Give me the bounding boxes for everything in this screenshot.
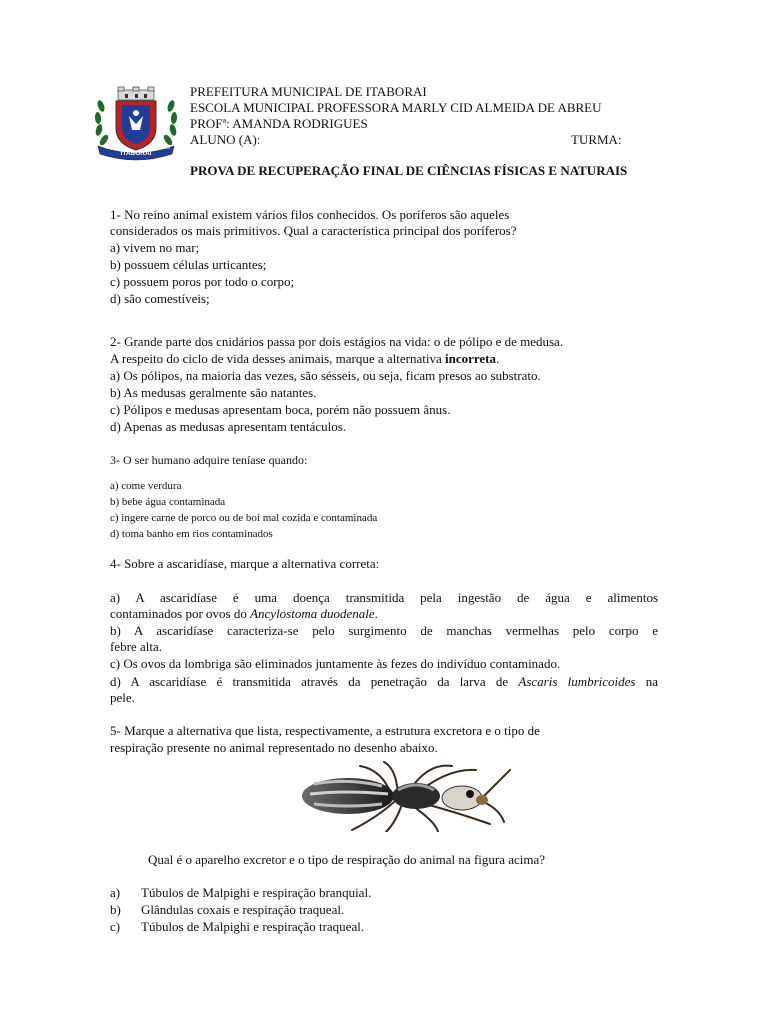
crest-top-text: VIDA bbox=[105, 145, 116, 150]
q4-option-a-line-2 bbox=[110, 606, 378, 622]
q1-option-a: a) vivem no mar; bbox=[110, 240, 200, 255]
exam-title: PROVA DE RECUPERAÇÃO FINAL DE CIÊNCIAS FÍSICAS E NATURAIS bbox=[190, 163, 628, 178]
q4-stem: 4- Sobre a ascaridíase, marque a alternativa correta: bbox=[110, 556, 380, 571]
q5-option-c-label: c) bbox=[110, 919, 121, 934]
laurel-left-icon bbox=[94, 99, 109, 146]
q2-stem-line-1: 2- Grande parte dos cnidários passa por dois estágios na vida: o de pólipo e de medusa. bbox=[110, 334, 564, 349]
thorax-icon bbox=[392, 783, 440, 809]
q4-d-species: Ascaris lumbricoides bbox=[518, 674, 636, 689]
q5-option-a: Túbulos de Malpighi e respiração branquial. bbox=[141, 885, 372, 900]
q1-option-b: b) possuem células urticantes; bbox=[110, 257, 267, 272]
q2-option-d: d) Apenas as medusas apresentam tentáculos. bbox=[110, 419, 347, 434]
q4-option-b-line-1: b) A ascaridíase caracteriza-se pelo surgimento de manchas vermelhas pelo corpo e bbox=[110, 623, 658, 638]
q2-option-c: c) Pólipos e medusas apresentam boca, porém não possuem ânus. bbox=[110, 402, 451, 417]
q4-a-end: . bbox=[374, 606, 378, 621]
arthropod-figure bbox=[286, 760, 518, 832]
q2-stem-text: A respeito do ciclo de vida desses animais, marque a alternativa bbox=[110, 351, 445, 366]
mural-crown-icon bbox=[118, 87, 154, 100]
q4-option-d-line-2: pele. bbox=[110, 690, 135, 705]
q1-option-d: d) são comestíveis; bbox=[110, 291, 210, 306]
q2-emphasis-word: incorreta bbox=[445, 351, 497, 366]
q1-stem-line-2: considerados os mais primitivos. Qual a característica principal dos poríferos? bbox=[110, 223, 517, 238]
q1-stem-line-1: 1- No reino animal existem vários filos conhecidos. Os poríferos são aqueles bbox=[110, 207, 510, 222]
header-line-1: PREFEITURA MUNICIPAL DE ITABORAI bbox=[190, 84, 427, 99]
q4-a-text: contaminados por ovos do bbox=[110, 606, 251, 621]
q5-figure-question: Qual é o aparelho excretor e o tipo de respiração do animal na figura acima? bbox=[148, 852, 546, 867]
q4-option-b-line-2: febre alta. bbox=[110, 639, 162, 654]
q4-d-text: d) A ascaridíase é transmitida através da penetração da larva de bbox=[110, 674, 519, 689]
q3-stem: 3- O ser humano adquire teníase quando: bbox=[110, 453, 308, 467]
header-line-2: ESCOLA MUNICIPAL PROFESSORA MARLY CID ALMEIDA DE ABREU bbox=[190, 100, 602, 115]
student-name-label: ALUNO (A): bbox=[190, 132, 261, 147]
q4-option-a-line-1: a) A ascaridíase é uma doença transmitida pela ingestão de água e alimentos bbox=[110, 590, 658, 605]
q2-stem-line-2 bbox=[110, 351, 499, 367]
q3-option-d: d) toma banho em rios contaminados bbox=[110, 528, 273, 540]
municipal-crest-logo bbox=[92, 86, 180, 162]
crest-year-text: 1833 bbox=[160, 145, 171, 150]
q5-option-c: Túbulos de Malpighi e respiração traqueal. bbox=[141, 919, 365, 934]
header-line-3: PROFª: AMANDA RODRIGUES bbox=[190, 116, 368, 131]
laurel-right-icon bbox=[162, 99, 177, 146]
q3-option-c: c) ingere carne de porco ou de boi mal cozida e contaminada bbox=[110, 512, 378, 524]
q2-option-b: b) As medusas geralmente são natantes. bbox=[110, 385, 317, 400]
q3-option-b: b) bebe água contaminada bbox=[110, 496, 226, 508]
q5-option-b-label: b) bbox=[110, 902, 121, 917]
q1-option-c: c) possuem poros por todo o corpo; bbox=[110, 274, 295, 289]
q3-option-a: a) come verdura bbox=[110, 480, 182, 492]
head-icon bbox=[442, 786, 482, 810]
q5-stem-line-2: respiração presente no animal representado no desenho abaixo. bbox=[110, 740, 438, 755]
q4-a-species: Ancylostoma duodenale bbox=[250, 606, 375, 621]
q2-option-a: a) Os pólipos, na maioria das vezes, são sésseis, ou seja, ficam presos ao substrato. bbox=[110, 368, 541, 383]
q4-option-c: c) Os ovos da lombriga são eliminados juntamente às fezes do indivíduo contaminado. bbox=[110, 656, 561, 671]
q4-d-end: na bbox=[635, 674, 658, 689]
q2-stem-end: . bbox=[496, 351, 500, 366]
class-label: TURMA: bbox=[571, 132, 622, 147]
q4-option-d-line-1 bbox=[110, 674, 658, 690]
q5-option-a-label: a) bbox=[110, 885, 121, 900]
q5-option-b: Glândulas coxais e respiração traqueal. bbox=[141, 902, 345, 917]
q5-stem-line-1: 5- Marque a alternativa que lista, respectivamente, a estrutura excretora e o tipo de bbox=[110, 723, 540, 738]
crest-banner-text: ITABORAÍ bbox=[120, 150, 152, 157]
